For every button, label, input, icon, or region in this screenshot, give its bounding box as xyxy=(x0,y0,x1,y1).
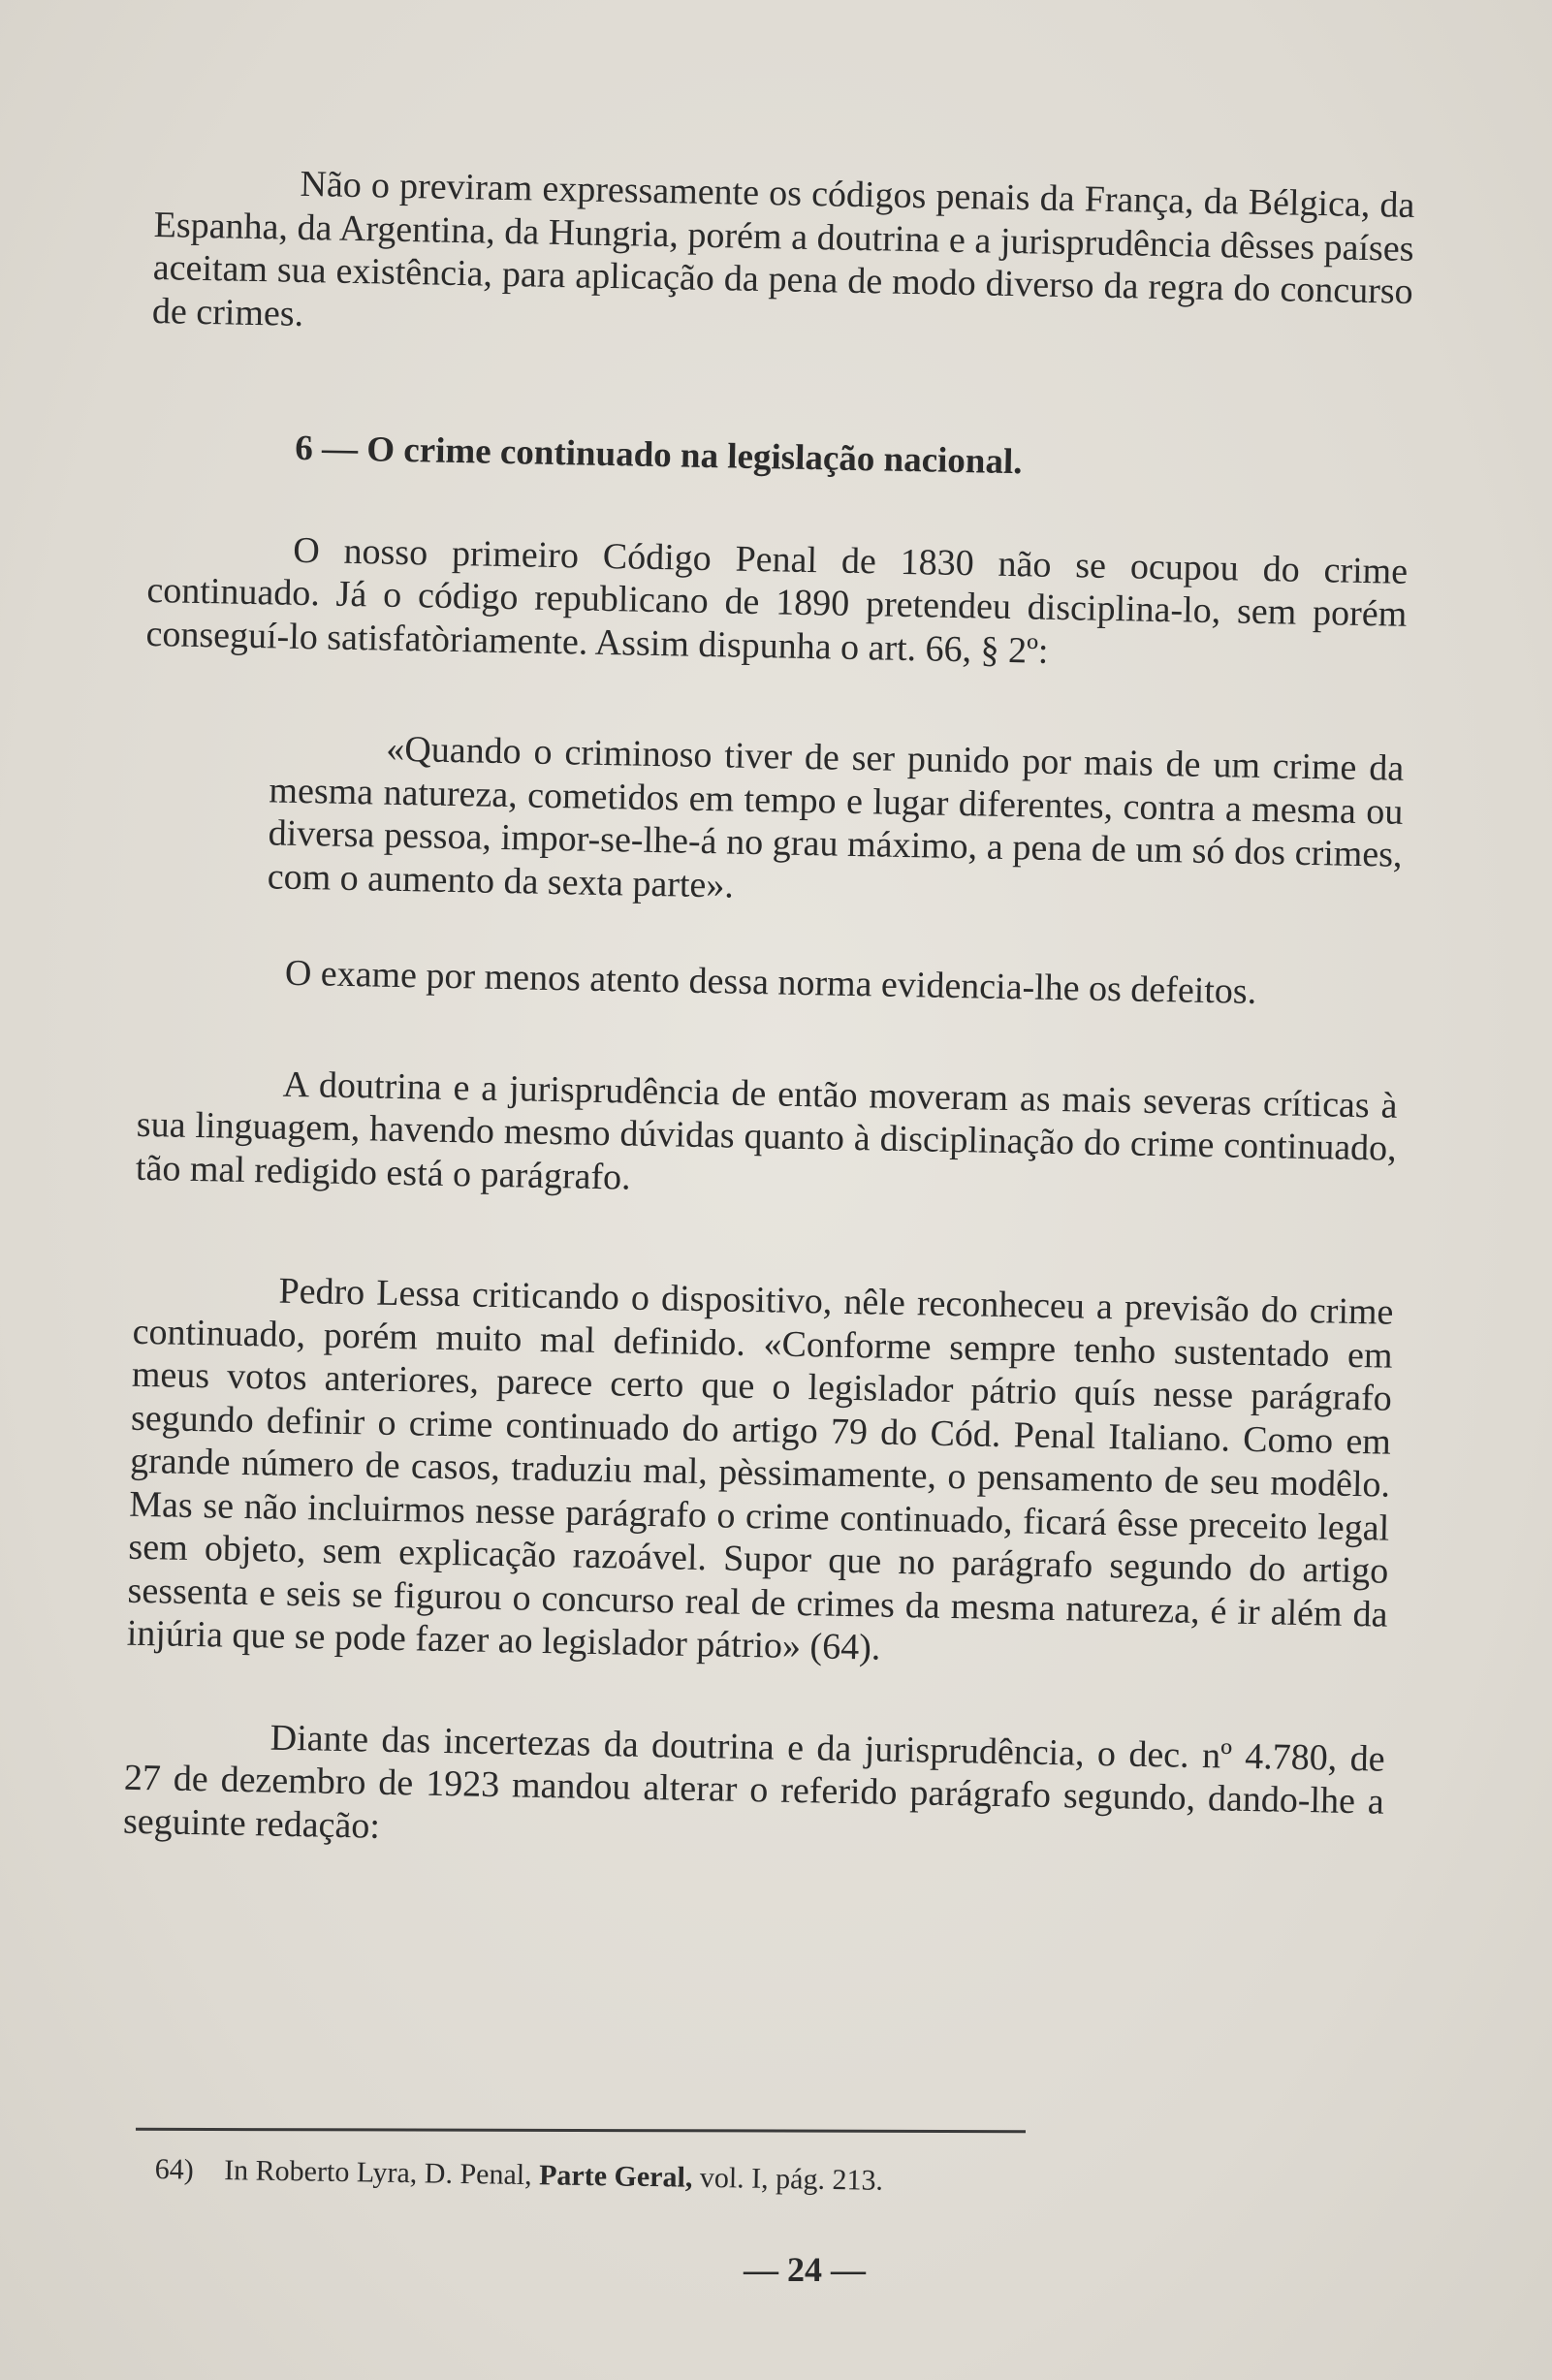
footnote xyxy=(154,2152,1317,2205)
paragraph-national-codes: O nosso primeiro Código Penal de 1830 não se ocupou do crime continuado. Já o código republicano de 1890 pretendeu disciplina-lo, sem porém conseguí-lo satisfatòriamente. Assim dispunha o art. 66, § 2º: xyxy=(145,529,1409,672)
legal-quote-text: «Quando o criminoso tiver de ser punido por mais de um crime da mesma natureza, cometidos em tempo e lugar diferentes, contra a mesma ou diversa pessoa, impor-se-lhe-á no grau máximo, a pena de um só dos crimes, com o aumento da sexta parte». xyxy=(267,728,1405,906)
legal-quote-block xyxy=(141,723,1404,920)
footnote-number: 64) xyxy=(154,2152,194,2186)
paragraph-criticism: A doutrina e a jurisprudência de então moveram as mais severas críticas à sua linguagem, havendo mesmo dúvidas quanto à disciplinação do crime continuado, tão mal redigido está o parágrafo. xyxy=(135,1063,1398,1198)
section-heading: 6 — O crime continuado na legislação nacional. xyxy=(294,428,1023,483)
footnote-text-before: In Roberto Lyra, D. Penal, xyxy=(223,2154,532,2192)
footnote-divider xyxy=(136,2128,1026,2133)
page-body xyxy=(123,160,1415,1867)
footnote-text-after: vol. I, pág. 213. xyxy=(699,2161,884,2197)
page-number: — 24 — xyxy=(744,2250,866,2289)
paragraph-norm-defects: O exame por menos atento dessa norma evidencia-lhe os defeitos. xyxy=(284,952,1257,1012)
paragraph-foreign-codes: Não o previram expressamente os códigos penais da França, da Bélgica, da Espanha, da Argentina, da Hungria, porém a doutrina e a jurisprudência dêsses países aceitam sua existência, para aplicação da pena de modo diverso da regra do concurso de crimes. xyxy=(151,163,1415,334)
footnote-text-bold: Parte Geral, xyxy=(538,2159,693,2194)
paragraph-pedro-lessa: Pedro Lessa criticando o dispositivo, nêle reconheceu a previsão do crime continuado, porém muito mal definido. «Conforme sempre tenho sustentado em meus votos anteriores, parece certo que o legislador pátrio quís nesse parágrafo segundo definir o crime continuado do artigo 79 do Cód. Penal Italiano. Como em grande número de casos, traduziu mal, pèssimamente, o pensamento de seu modêlo. Mas se não incluirmos nesse parágrafo o crime continuado, ficará êsse preceito legal sem objeto, sem explicação razoável. Supor que no parágrafo segundo do artigo sessenta e seis se figurou o concurso real de crimes da mesma natureza, é ir além da injúria que se pode fazer ao legislador pátrio» (64). xyxy=(126,1270,1394,1668)
paragraph-decree: Diante das incertezas da doutrina e da jurisprudência, o dec. nº 4.780, de 27 de dezembro de 1923 mandou alterar o referido parágrafo segundo, dando-lhe a seguinte redação: xyxy=(122,1717,1385,1847)
